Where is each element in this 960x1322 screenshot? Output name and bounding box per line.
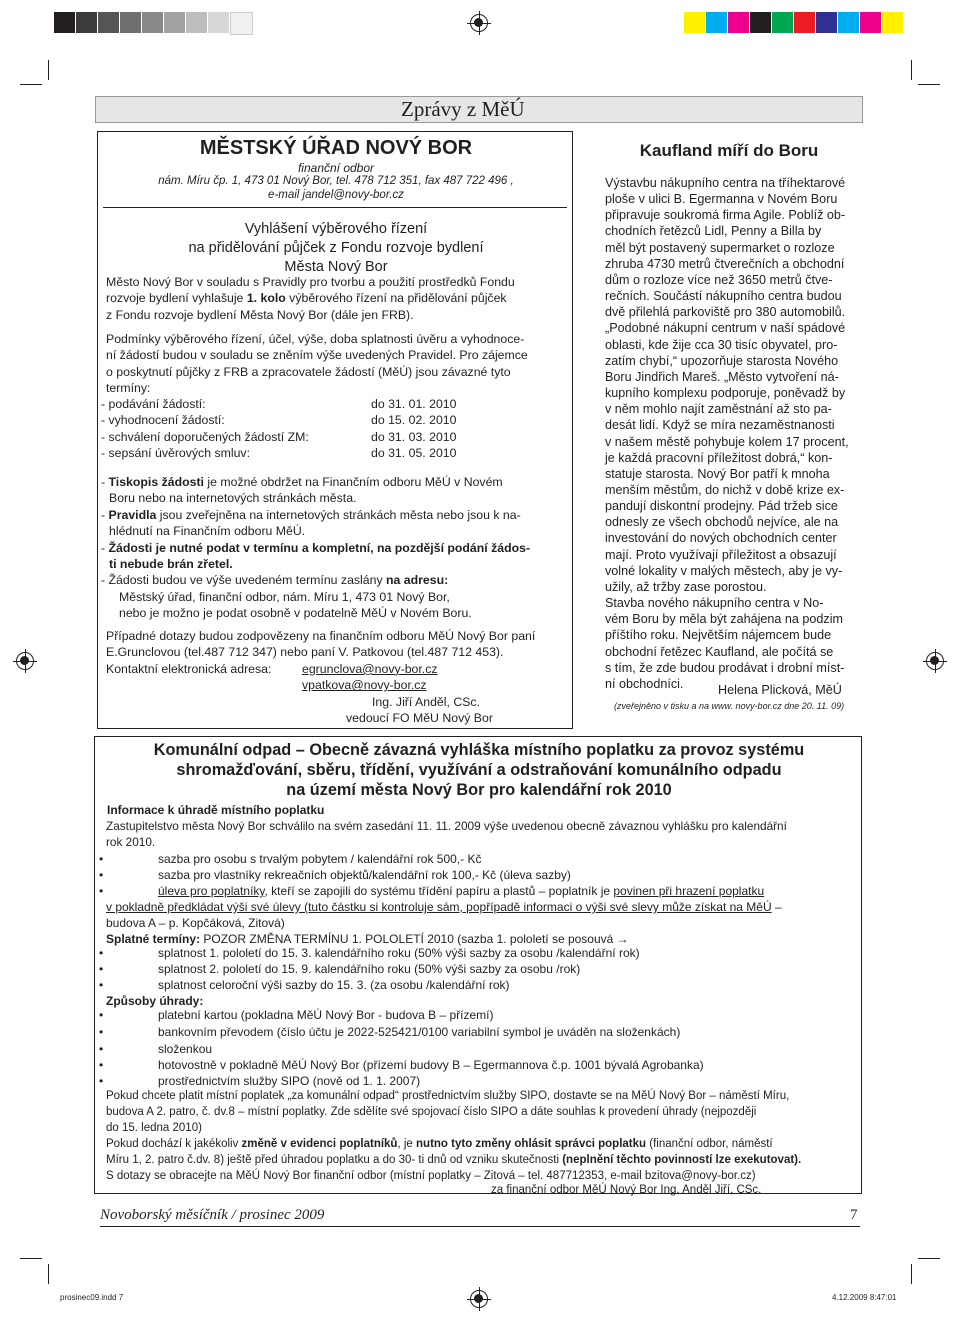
- crop-mark: [911, 60, 912, 80]
- registration-mark-icon: [470, 1290, 488, 1308]
- print-timestamp: 4.12.2009 8:47:01: [832, 1293, 897, 1302]
- article-line: užily, až tržby zase porostou.: [605, 579, 767, 594]
- article-line: je každá pracovní příležitost dobrá,“ kon-: [605, 450, 833, 465]
- deadline-list: [101, 396, 561, 462]
- article-line: mají. Proto využívají příležitost a obsazují: [605, 547, 837, 562]
- color-swatch: [838, 12, 859, 33]
- bullet-icon: •: [99, 1058, 104, 1072]
- bullet-icon: •: [99, 962, 104, 976]
- gray-swatch: [142, 12, 163, 33]
- color-swatch: [728, 12, 749, 33]
- color-swatch: [860, 12, 881, 33]
- article-line: dům o rozloze více než 3650 metrů čtve-: [605, 272, 833, 287]
- registration-mark-icon: [470, 14, 488, 32]
- article-line: investování do nových obchodních center: [605, 531, 837, 546]
- article-title: Kaufland míří do Boru: [639, 141, 819, 160]
- bullet-icon: •: [99, 1025, 104, 1039]
- bullet-icon: •: [99, 852, 104, 866]
- office-announcement-box: [97, 131, 573, 729]
- section-header: [95, 96, 863, 123]
- bullet-icon: •: [99, 884, 104, 898]
- bullet-icon: •: [99, 1042, 104, 1056]
- crop-mark: [918, 1258, 940, 1259]
- article-line: v našem městě pohybuje kolem 17 procent,: [605, 434, 849, 449]
- gray-swatch: [230, 12, 253, 35]
- article-line: Boru Jindřich Mareš. „Město vytvoření ná-: [605, 369, 839, 384]
- office-email: e-mail jandel@novy-bor.cz: [268, 189, 404, 201]
- bullet-icon: •: [99, 868, 104, 882]
- page-number: 7: [850, 1207, 858, 1223]
- color-swatch: [794, 12, 815, 33]
- article-line: vém Boru by měla být zahájena na podzim: [605, 612, 844, 627]
- article-line: příštího roku. Největším nájemcem bude: [605, 628, 832, 643]
- color-swatch: [706, 12, 727, 33]
- color-swatch: [816, 12, 837, 33]
- color-swatch: [684, 12, 705, 33]
- article-line: menším městům, do nichž v době krize ex-: [605, 482, 845, 497]
- crop-mark: [20, 1258, 42, 1259]
- form-info: - Tiskopis žádosti je možné obdržet na Finančním odboru MěÚ v Novém Boru nebo na internetových stránkách města. - Pravidla jsou zveřejněna na internetových stránkách města nebo jsou k na- hlédnutí na Finančním odboru MěÚ. - Žádosti je nutné podat v termínu a kompletní, na pozdější podání žádos- ti nebude brán zřetel. - Žádosti budou ve výše uvedeném termínu zaslány na adresu: Městský úřad, finanční odbor, nám. Míru 1, 473 01 Nový Bor, nebo je možno je podat osobně v podatelně MěÚ v Novém Boru.: [101, 475, 531, 621]
- announcement-heading: Vyhlášení výběrového řízení: [244, 221, 428, 237]
- gray-swatch: [76, 12, 97, 33]
- article-line: „Podobné nákupní centrum v naší spádové: [605, 321, 846, 336]
- article-line: volné lokality v malých městech, aby je vy-: [605, 563, 843, 578]
- announcement-heading: Města Nový Bor: [284, 259, 388, 275]
- article-line: zhruba 4730 metrů čtverečních a obchodní: [605, 256, 845, 271]
- email-link[interactable]: egrunclova@novy-bor.cz: [302, 661, 438, 676]
- article-line: měl být postavený supermarket o rozloze: [605, 240, 835, 255]
- article-line: statuje starosta. Nový Bor patří k mnoha: [605, 466, 830, 481]
- waste-fee-box: Komunální odpad – Obecně závazná vyhláška místního poplatku za provoz systému shromažďování, sběru, třídění, využívání a odstraňování komunálního odpadu na území města Nový Bor pro kalendářní rok 2010 Informace k úhradě místního poplatku Zastupitelstvo města Nový Bor schválilo na svém zasedání 11. 11. 2009 výše uvedenou obecně závaznou vyhlášku pro kalendářní rok 2010. • sazba pro osobu s trvalým pobytem / kalendářní rok 500,- Kč • sazba pro vlastníky rekreačních objektů/kalendářní rok 100,- Kč (úleva sazby) • úleva pro poplatníky, kteří se zapojili do systému třídění papíru a plastů – poplatník je povinen při hrazení poplatku v pokladně předkládat výši své úlevy (tuto částku si kontroluje sám, popřípadě informaci o výši své slevy může získat na MěÚ – budova A – p. Kopčáková, Zitová) Splatné termíny: POZOR ZMĚNA TERMÍNU 1. POLOLETÍ 2010 (sazba 1. pololetí se posouvá → • splatnost 1. pololetí do 15. 3. kalendářního roku (50% výši sazby za osobu /kalendářní rok) • splatnost 2. pololetí do 15. 9. kalendářního roku (50% výši sazby za osobu /rok) • splatnost celoroční výši sazby do 15. 3. (za osobu /kalendářní rok) Způsoby úhrady: • platební kartou (pokladna MěÚ Nový Bor - budova B – přízemí) • bankovním převodem (číslo účtu je 2022-525421/0100 variabilní symbol je uváděn na složenkách) • složenkou • hotovostně v pokladně MěÚ Nový Bor (přízemí budovy B – Egermannova č.p. 1001 bývalá Agrobanka) • prostřednictvím služby SIPO (nově od 1. 1. 2007) Pokud chcete platit místní poplatek „za komunální odpad“ prostřednictvím služby SIPO, dostavte se na MěÚ Nový Bor – náměstí Míru, budova A 2. patro, č. dv.8 – místní poplatky. Zde sdělíte své spojovací číslo SIPO a dáte souhlas k provedení úhrady (nejpozději do 15. ledna 2010) Pokud dochází k jakékoliv změně v evidenci poplatníků, je nutno tyto změny ohlásit správci poplatku (finanční odbor, náměstí Míru 1, 2. patro č.dv. 8) ještě před úhradou poplatku a do 30- ti dnů od vzniku skutečnosti (neplnění těchto povinností lze exekutovat). S dotazy se obracejte na MěÚ Nový Bor finanční odbor (místní poplatky – Zitová – tel. 487712353, e-mail bzitova@novy-bor.cz) za finanční odbor MěÚ Nový Bor Ing. Anděl Jiří, CSc.: [94, 736, 862, 1194]
- office-title: MĚSTSKÝ ÚŘAD NOVÝ BOR: [199, 137, 473, 159]
- divider: [103, 207, 567, 208]
- article-line: odnesly ze všech obchodů nejvíce, ale na: [605, 515, 839, 530]
- crop-mark: [48, 60, 49, 80]
- file-name: prosinec09.indd 7: [60, 1293, 124, 1302]
- gray-swatch: [186, 12, 207, 33]
- office-address: nám. Míru čp. 1, 473 01 Nový Bor, tel. 478 712 351, fax 487 722 496 ,: [158, 175, 514, 187]
- bullet-icon: •: [99, 1074, 104, 1088]
- waste-title: shromažďování, sběru, třídění, využívání a odstraňování komunálního odpadu: [176, 761, 782, 779]
- color-swatch: [772, 12, 793, 33]
- info-heading: Informace k úhradě místního poplatku: [107, 803, 325, 817]
- contact-info: Případné dotazy budou zodpovězeny na finančním odboru MěÚ Nový Bor paní E.Grunclovou (tel.487 712 347) nebo paní V. Patkovou (tel.487 712 453). Kontaktní elektronická adresa: egrunclova@novy-bor.cz vpatkova@novy-bor.cz Ing. Jiří Anděl, CSc. vedoucí FO MěU Nový Bor: [106, 629, 536, 726]
- crop-mark: [48, 1264, 49, 1284]
- article-line: zatím chybí,“ upozorňuje starosta Nového: [605, 353, 839, 368]
- bullet-icon: •: [99, 946, 104, 960]
- article-line: Stavba nového nákupního centra v No-: [605, 596, 824, 611]
- email-link[interactable]: vpatkova@novy-bor.cz: [302, 678, 427, 693]
- office-department: finanční odbor: [297, 161, 375, 175]
- color-swatch: [750, 12, 771, 33]
- color-swatch: [882, 12, 903, 33]
- crop-mark: [20, 84, 42, 85]
- announcement-paragraph: Město Nový Bor v souladu s Pravidly pro tvorbu a použití prostředků Fondu rozvoje bydlení vyhlašuje 1. kolo výběrového řízení na přidělování půjček z Fondu rozvoje bydlení Města Nový Bor (dále jen FRB).: [106, 275, 515, 322]
- article-line: pandují diskontní prodejny. Pád tržeb sice: [605, 499, 838, 514]
- waste-title: Komunální odpad – Obecně závazná vyhláška místního poplatku za provoz systému: [153, 741, 805, 759]
- deadline-row: - sepsání úvěrových smluv: do 31. 05. 2010: [101, 446, 457, 461]
- article-line: s tím, že zde budou prodávat i drobní míst-: [605, 660, 845, 675]
- article-line: rečních. Součástí nákupního centra budou: [605, 289, 842, 304]
- waste-title: na území města Nový Bor pro kalendářní rok 2010: [286, 781, 672, 799]
- gray-swatch: [164, 12, 185, 33]
- bullet-icon: •: [99, 978, 104, 992]
- publication-name: Novoborský měsíčník / prosinec 2009: [100, 1207, 325, 1223]
- announcement-heading: na přidělování půjček z Fondu rozvoje bydlení: [188, 240, 484, 256]
- registration-mark-icon: [926, 652, 944, 670]
- article-line: chodních řetězců Lidl, Penny a Billa by: [605, 224, 822, 239]
- article-line: obchodní řetězec Kaufland, ale počítá se: [605, 644, 834, 659]
- article-line: připravuje soukromá firma Agile. Poblíž ob-: [605, 208, 846, 223]
- article-line: v něm mohlo najít zaměstnání až sto pa-: [605, 402, 832, 417]
- section-title: Zprávy z MěÚ: [401, 97, 525, 121]
- article-line: oblasti, kde žije cca 30 tisíc obyvatel, pro-: [605, 337, 838, 352]
- article-line: kupního komplexu podporuje, poněvadž by: [605, 386, 846, 401]
- crop-mark: [918, 84, 940, 85]
- bullet-icon: •: [99, 1008, 104, 1022]
- article-line: desát lidí. Když se míra nezaměstnanosti: [605, 418, 835, 433]
- article-author: Helena Plicková, MěÚ: [718, 683, 842, 697]
- gray-swatch: [208, 12, 229, 33]
- deadline-row: - podávání žádostí: do 31. 01. 2010: [101, 397, 457, 411]
- deadline-row: - schválení doporučených žádostí ZM: do 31. 03. 2010: [101, 429, 457, 444]
- article-body: [605, 175, 858, 692]
- article-line: ploše v ulici B. Egermanna v Novém Boru: [605, 192, 838, 207]
- article-source: (zveřejněno v tisku a na www. novy-bor.cz dne 20. 11. 09): [614, 701, 845, 711]
- deadline-row: - vyhodnocení žádostí: do 15. 02. 2010: [101, 413, 457, 428]
- article-line: ní obchodníci.: [605, 676, 684, 691]
- article-line: Výstavbu nákupního centra na tříhektarové: [605, 176, 846, 190]
- footer-rule: [100, 1226, 860, 1227]
- registration-mark-icon: [16, 652, 34, 670]
- crop-mark: [911, 1264, 912, 1284]
- gray-swatch: [54, 12, 75, 33]
- conditions-paragraph: Podmínky výběrového řízení, účel, výše, doba splatnosti úvěru a vyhodnoce- ní žádostí budou v souladu se zněním výše uvedených Pravidel. Pro zájemce o poskytnutí půjčky z FRB a zpracovatele žádostí (MěÚ) jsou závazné tyto termíny:: [106, 332, 528, 396]
- gray-swatch: [98, 12, 119, 33]
- article-line: dvě přilehlá parkoviště pro 380 automobilů.: [605, 305, 846, 320]
- payment-heading: Způsoby úhrady:: [106, 994, 204, 1008]
- gray-swatch: [120, 12, 141, 33]
